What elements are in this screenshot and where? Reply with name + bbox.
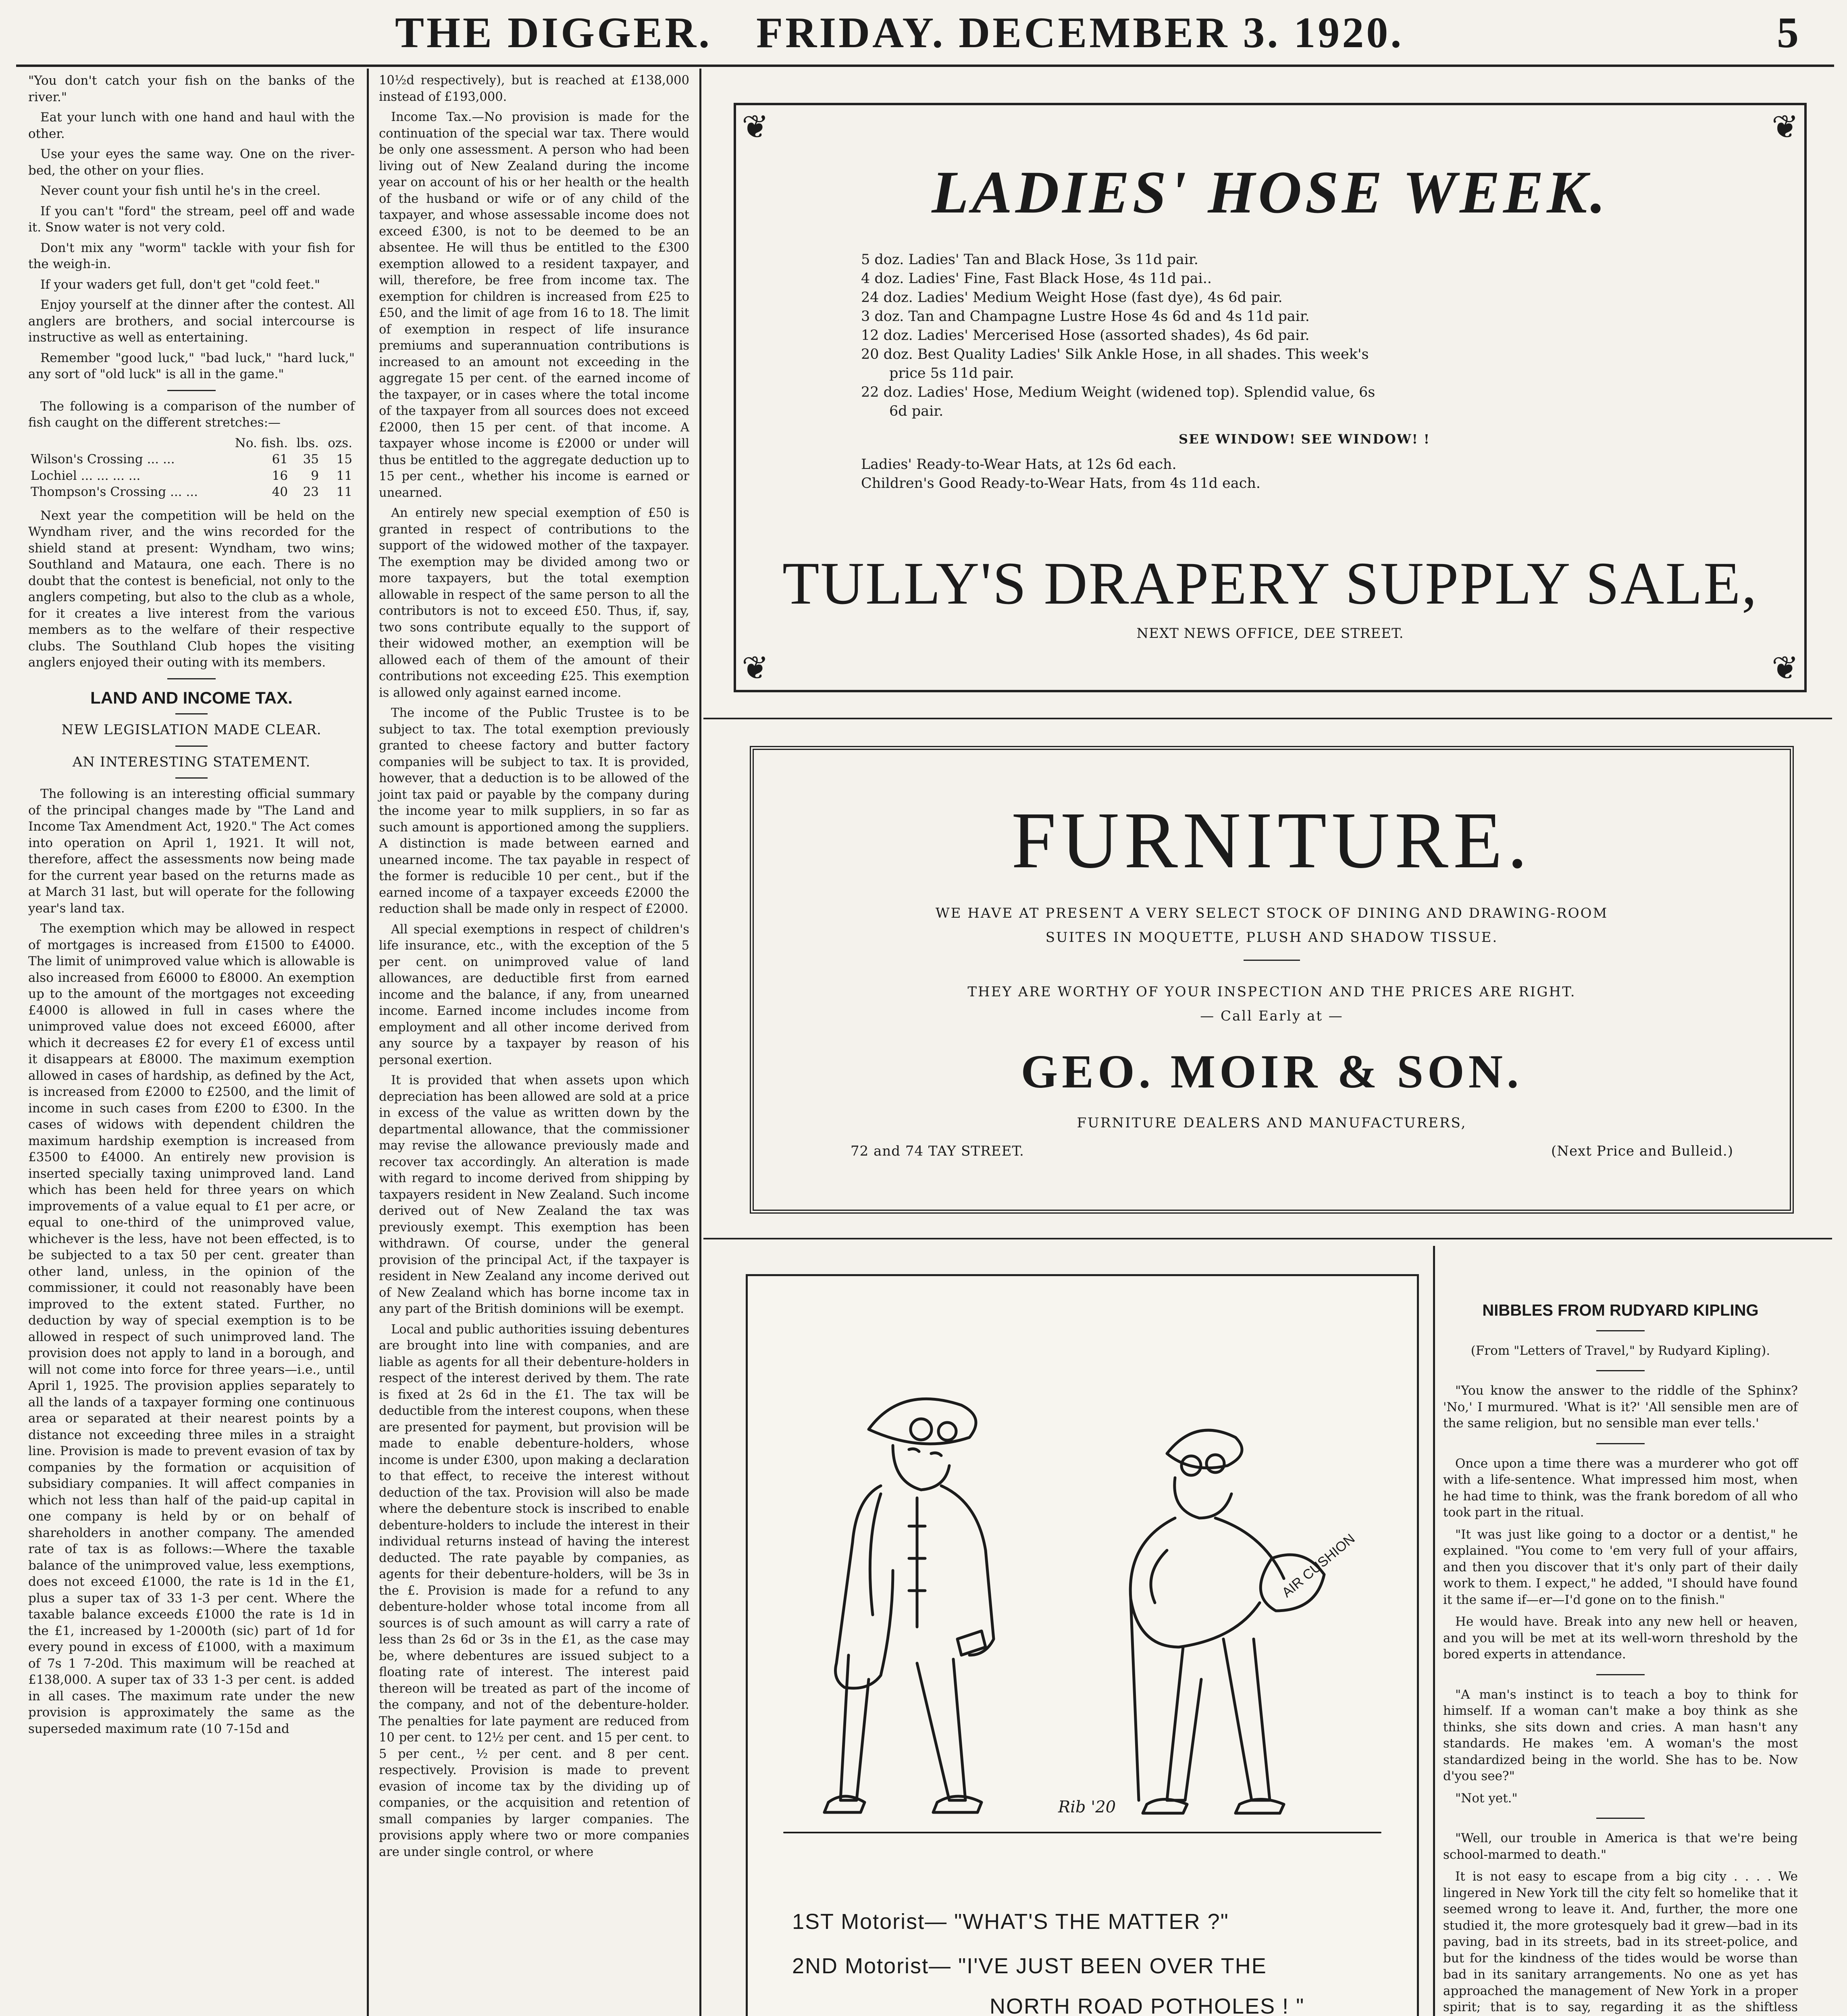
fishing-tips xyxy=(28,73,355,383)
column-1 xyxy=(28,73,355,1741)
next-year-paragraph: Next year the competition will be held on the Wyndham river, and the wins recorded for the shield stand at present: Wyndham, two wins; Southland and Mataura, one each. There is no doubt that the contest is beneficial, not only to the anglers competing, but also to the club as a whole, for it creates a live interest from the various members as to the welfare of their respective clubs. The Southland Club hopes the visiting anglers enjoyed their outing with its members. xyxy=(28,508,355,670)
fish-lbs: 9 xyxy=(311,468,319,483)
header-cell: No. fish. xyxy=(235,435,288,450)
column-5 xyxy=(1443,1302,1798,2016)
article-paragraph: Income Tax.—No provision is made for the continuation of the special war tax. There would be only one assessment. A person who had been living out of New Zealand during the income year on account of his or her health or the health of the husband or wife or of any child of the taxpayer, and whose assessable income does not exceed £300, is not to be deemed to be an absentee. He will thus be entitled to the £300 exemption allowed to a resident taxpayer, and will, therefore, be free from income tax. The exemption for children is increased from £25 to £50, and the limit of age from 16 to 18. The limit of exemption in respect of life insurance premiums and superannuation contributions is increased to an amount not exceeding in the aggregate 15 per cent. of the earned income of the taxpayer, or in cases where the total income of the taxpayer from all sources does not exceed £2000, then 15 per cent. of that income. A taxpayer whose income is £2000 or under will thus be entitled to the aggregate deduction up to 15 per cent., whether his income is earned or unearned. xyxy=(379,110,689,500)
advert-line: FURNITURE DEALERS AND MANUFACTURERS, xyxy=(1077,1115,1467,1131)
header-cell: ozs. xyxy=(328,435,352,450)
hose-week-advert xyxy=(734,103,1807,692)
ad-divider xyxy=(703,718,1832,719)
short-rule xyxy=(167,390,216,391)
hose-list xyxy=(861,250,1748,493)
fish-count: 40 xyxy=(272,485,288,499)
tip: If your waders get full, don't get "cold feet." xyxy=(40,277,320,292)
land-tax-subheading: NEW LEGISLATION MADE CLEAR. xyxy=(61,722,322,738)
short-rule xyxy=(167,678,216,679)
column-divider xyxy=(1433,1246,1435,2016)
advert-line: — Call Early at — xyxy=(1200,1008,1344,1024)
header-cell: lbs. xyxy=(296,435,319,450)
article-paragraph: "It was just like going to a doctor or a dentist," he explained. "You come to 'em very full of your affairs, and then you discover that it's only part of their daily work to them. I expect," he added, "I should have found it the same if—er—I'd gone on to the finish." xyxy=(1443,1527,1798,1607)
paper-name: THE DIGGER. xyxy=(395,9,712,57)
table-header xyxy=(28,435,355,452)
short-rule xyxy=(1596,1370,1645,1371)
fish-lbs: 23 xyxy=(303,485,319,499)
motorists-cartoon xyxy=(746,1274,1419,2016)
article-paragraph: The income of the Public Trustee is to be subject to tax. The total exemption previously granted to cheese factory and butter factory companies will be subject to tax. It is provided, however, that a deduction is to be allowed of the joint tax paid or payable by the company during the income year to milk suppliers, in so far as such amount is apportioned among the suppliers. A distinction is made between earned and unearned income. The tax payable in respect of the former is reducible 10 per cent., but if the earned income of a taxpayer exceeds £2000 the reduction shall be made only in respect of £2000. xyxy=(379,706,689,916)
ornament-icon: ❦ xyxy=(742,108,769,146)
masthead xyxy=(395,8,1404,58)
article-paragraph: He would have. Break into any new hell or heaven, and you will be met at its well-worn threshold by the bored experts in attendance. xyxy=(1443,1614,1798,1662)
list-item: 12 doz. Ladies' Mercerised Hose (assorted shades), 4s 6d pair. xyxy=(861,327,1310,344)
list-item: 22 doz. Ladies' Hose, Medium Weight (widened top). Splendid value, 6s xyxy=(861,384,1375,400)
short-rule xyxy=(175,777,208,779)
fish-count: 16 xyxy=(272,468,288,483)
advert-street: 72 and 74 TAY STREET. xyxy=(851,1143,1024,1159)
short-rule xyxy=(175,713,208,714)
ornament-icon: ❦ xyxy=(1771,108,1799,146)
issue-date: FRIDAY. DECEMBER 3. 1920. xyxy=(756,9,1404,57)
furniture-advert xyxy=(750,746,1794,1214)
tip: Enjoy yourself at the dinner after the contest. All anglers are brothers, and social intercourse is instructive as well as entertaining. xyxy=(28,298,355,345)
fish-table xyxy=(28,435,355,500)
table-row xyxy=(28,484,355,500)
fish-ozs: 11 xyxy=(336,485,352,499)
cartoon-signature: Rib '20 xyxy=(1058,1798,1116,1816)
article-paragraph: "Not yet." xyxy=(1455,1791,1518,1806)
short-rule xyxy=(1596,1443,1645,1444)
article-paragraph: "A man's instinct is to teach a boy to think for himself. If a woman can't make a boy think as she thinks, she sits down and cries. A man hasn't any standards. He makes 'em. A woman's the most standardized being in the world. She has to be. Now d'you see?" xyxy=(1443,1687,1798,1783)
cartoon-caption: 1ST Motorist— "WHAT'S THE MATTER ?" xyxy=(792,1910,1229,1934)
land-tax-subheading: AN INTERESTING STATEMENT. xyxy=(72,754,311,770)
stretch-name: Wilson's Crossing ... ... xyxy=(31,452,175,467)
fish-count: 61 xyxy=(272,452,288,467)
article-paragraph: All special exemptions in respect of children's life insurance, etc., with the exception of the 5 per cent. on unimproved value of land allowances, are deductible first from earned income and the balance, if any, from unearned income. Earned income includes income from employment and all other income derived from any source by a taxpayer by reason of his personal exertion. xyxy=(379,922,689,1067)
article-paragraph: An entirely new special exemption of £50 is granted in respect of contributions to the support of the widowed mother of the taxpayer. The exemption may be divided among two or more taxpayers, but the total exemption allowable in respect of the same person to all the contributors is not to exceed £50. Thus, if, say, two sons contribute equally to the support of their widowed mother, an exemption will be allowed each of them of the amount of their contributions not exceeding £25. This exemption is allowed only against earned income. xyxy=(379,506,689,700)
fish-ozs: 11 xyxy=(336,468,352,483)
masthead-rule xyxy=(16,65,1834,67)
list-item: 20 doz. Best Quality Ladies' Silk Ankle Hose, in all shades. This week's xyxy=(861,346,1369,362)
cartoon-illustration xyxy=(748,1276,1413,1881)
column-divider xyxy=(367,69,369,2016)
article-paragraph: "Well, our trouble in America is that we're being school-marmed to death." xyxy=(1443,1831,1798,1862)
list-item: 5 doz. Ladies' Tan and Black Hose, 3s 11d pair. xyxy=(861,252,1198,268)
land-tax-heading: LAND AND INCOME TAX. xyxy=(90,688,293,707)
fish-lbs: 35 xyxy=(303,452,319,467)
stretch-name: Thompson's Crossing ... ... xyxy=(31,485,198,499)
article-paragraph: Local and public authorities issuing debentures are brought into line with companies, and are liable as agents for all their debenture-holders in respect of the interest derived by them. The rate is fixed at 2s 6d in the £1. The tax will be deductible from the interest coupons, when these are presented for payment, but provision will be made to enable debenture-holders, whose income is under £300, upon making a declaration to that effect, to receive the interest without deduction of the tax. Provision will also be made where the debenture stock is inscribed to enable debenture-holders to include the interest in their individual returns instead of having the interest deducted. The rate payable by companies, as agents for their debenture-holders, will be 3s in the £. Provision is made for a refund to any debenture-holder whose total income from all sources is of such amount as will carry a rate of less than 2s 6d or 3s in the £1, as the case may be, where debentures are issued subject to a floating rate of interest. The interest paid thereon will be treated as part of the income of the company, and not of the debenture-holder. The penalties for late payment are reduced from 10 per cent. to 12½ per cent. and 15 per cent. to 5 per cent., ½ per cent. and 8 per cent. respectively. Provision is made to prevent evasion of income tax by the dividing up of companies, or the acquisition and retention of small companies by larger companies. The provisions apply where two or more companies are under single control, or where xyxy=(379,1322,689,1859)
firm-name: GEO. MOIR & SON. xyxy=(1021,1045,1523,1098)
tip: If you can't "ford" the stream, peel off and wade it. Snow water is not very cold. xyxy=(28,204,355,235)
list-item: price 5s 11d pair. xyxy=(889,365,1014,381)
article-paragraph: It is provided that when assets upon which depreciation has been allowed are sold at a price in excess of the value as written down by the departmental allowance, that the commissioner may revise the allowance previously made and recover tax accordingly. An alteration is made with regard to income derived from shipping by taxpayers resident in New Zealand. Such income derived out of New Zealand the tax was previously exempt. This exemption has been withdrawn. Of course, under the general provision of the principal Act, if the taxpayer is resident in New Zealand any income derived out of New Zealand which has borne income tax in any part of the British dominions will be exempt. xyxy=(379,1073,689,1316)
list-item: 4 doz. Ladies' Fine, Fast Black Hose, 4s 11d pai.. xyxy=(861,271,1212,287)
see-window: SEE WINDOW! SEE WINDOW! ! xyxy=(1179,431,1430,447)
ornament-icon: ❦ xyxy=(1771,649,1799,687)
tip: Don't mix any "worm" tackle with your fish for the weigh-in. xyxy=(28,240,355,271)
tully-address: NEXT NEWS OFFICE, DEE STREET. xyxy=(1136,625,1404,641)
advert-line: WE HAVE AT PRESENT A VERY SELECT STOCK OF DINING AND DRAWING-ROOM xyxy=(935,905,1608,921)
kipling-source: (From "Letters of Travel," by Rudyard Kipling). xyxy=(1471,1343,1770,1358)
article-paragraph: "You know the answer to the riddle of the Sphinx? 'No,' I murmured. 'What is it?' 'All sensible men are of the same religion, but no sensible man ever tells.' xyxy=(1443,1383,1798,1431)
short-rule xyxy=(1596,1674,1645,1675)
column-2 xyxy=(379,73,689,1864)
comparison-intro: The following is a comparison of the number of fish caught on the different stretches:— xyxy=(28,399,355,430)
article-paragraph: The following is an interesting official summary of the principal changes made by "The Land and Income Tax Amendment Act, 1920." The Act comes into operation on April 1, 1921. It will not, therefore, affect the assessments now being made for the current year based on the returns made as at March 31 last, but will operate for the following year's land tax. xyxy=(28,787,355,916)
tully-drapery-name: TULLY'S DRAPERY SUPPLY SALE, xyxy=(782,550,1758,617)
column-divider xyxy=(699,69,701,2016)
tip: Use your eyes the same way. One on the river-bed, the other on your flies. xyxy=(28,147,355,178)
cartoon-caption: 2ND Motorist— "I'VE JUST BEEN OVER THE xyxy=(792,1954,1267,1978)
advert-next: (Next Price and Bulleid.) xyxy=(1551,1143,1733,1159)
advert-line: SUITES IN MOQUETTE, PLUSH AND SHADOW TISSUE. xyxy=(1045,929,1498,946)
advert-title: FURNITURE. xyxy=(1011,796,1533,885)
list-item: 6d pair. xyxy=(889,403,944,419)
article-paragraph: Once upon a time there was a murderer who got off with a life-sentence. What impressed him most, when he had time to think, was the frank boredom of all who took part in the ritual. xyxy=(1443,1456,1798,1520)
short-rule xyxy=(1596,1818,1645,1819)
stretch-name: Lochiel ... ... ... ... xyxy=(31,468,141,483)
bag-label: AIR CUSHION xyxy=(1279,1531,1358,1601)
ad-divider xyxy=(703,1238,1832,1239)
article-paragraph: The exemption which may be allowed in respect of mortgages is increased from £1500 to £4000. The limit of unimproved value which is allowable is also increased from £6000 to £8000. An exemption up to the amount of the mortgages not exceeding £4000 is allowed in full in cases where the unimproved value does not exceed £6000, after which it decreases £2 for every £1 of excess until it disappears at £8000. The maximum exemption allowed in cases of hardship, as defined by the Act, is increased from £2000 to £2500, and the limit of income in such cases from £200 to £300. In the cases of widows with dependent children the maximum hardship exemption is increased from £3500 to £4000. An entirely new provision is inserted specially taxing unimproved land. Land which has been held for three years on which improvements of a value equal to £1 per acre, or equal to one-third of the unimproved value, whichever is the less, have not been effected, is to be subjected to a tax 50 per cent. greater than other land, unless, in the opinion of the commissioner, it could not reasonably have been improved to the extent stated. Further, no deduction by way of special exemption is to be allowed in respect of such unimproved land. The provision does not apply to land in a borough, and will not come into force for three years—i.e., until April 1, 1925. The provision applies separately to all the lands of a taxpayer forming one continuous area or separated at their nearest points by a distance not exceeding three miles in a straight line. Provision is made to prevent evasion of tax by companies by the formation or acquisition of subsidiary companies. It will affect companies in which not less than half of the paid-up capital in one company is held by or on behalf of shareholders in another company. The amended rate of tax is as follows:—Where the taxable balance of the unimproved value, less exemptions, does not exceed £1000, the rate is 1d in the £1, plus a super tax of 33 1-3 per cent. Where the taxable balance exceeds £1000 the rate is 1d in the £1, increased by 1-2000th (sic) part of 1d for every pound in excess of £1000, with a maximum of 7s 1 7-20d. This maximum will be reached at £138,000. A super tax of 33 1-3 per cent. is added in all cases. The maximum rate under the new provision is approximately the same as the superseded maximum rate (10 7-15d and xyxy=(28,921,355,1736)
table-row xyxy=(28,468,355,484)
short-rule xyxy=(175,746,208,747)
fish-ozs: 15 xyxy=(336,452,352,467)
page-number: 5 xyxy=(1777,9,1799,57)
list-item: 3 doz. Tan and Champagne Lustre Hose 4s 6d and 4s 11d pair. xyxy=(861,308,1310,325)
tip: "You don't catch your fish on the banks of the river." xyxy=(28,73,355,104)
article-paragraph: It is not easy to escape from a big city . . . . We lingered in New York till the city felt so homelike that it seemed wrong to leave it. And, further, the more one studied it, the more grotesquely bad it grew—bad in its paving, bad in its streets, bad in its street-police, and but for the kindness of the tides would be worse than bad in its sanitary arrangements. No one as yet has approached the management of New York in a proper spirit; that is to say, regarding it as the shiftless xyxy=(1443,1869,1798,2014)
tip: Remember "good luck," "bad luck," "hard luck," any sort of "old luck" is all in the game." xyxy=(28,350,355,381)
list-item: Children's Good Ready-to-Wear Hats, from 4s 11d each. xyxy=(861,475,1260,492)
ornament-icon: ❦ xyxy=(742,649,769,687)
short-rule xyxy=(1596,1330,1645,1331)
list-item: 24 doz. Ladies' Medium Weight Hose (fast dye), 4s 6d pair. xyxy=(861,289,1283,306)
kipling-heading: NIBBLES FROM RUDYARD KIPLING xyxy=(1482,1302,1759,1319)
short-rule xyxy=(1244,960,1300,961)
advert-title: LADIES' HOSE WEEK. xyxy=(932,159,1609,226)
article-paragraph: 10½d respectively), but is reached at £138,000 instead of £193,000. xyxy=(379,73,689,104)
advert-line: THEY ARE WORTHY OF YOUR INSPECTION AND THE PRICES ARE RIGHT. xyxy=(967,984,1576,1000)
tip: Never count your fish until he's in the creel. xyxy=(40,183,321,198)
list-item: Ladies' Ready-to-Wear Hats, at 12s 6d each. xyxy=(861,456,1177,473)
tip: Eat your lunch with one hand and haul with the other. xyxy=(28,110,355,141)
table-row xyxy=(28,451,355,468)
cartoon-caption: NORTH ROAD POTHOLES ! " xyxy=(990,1994,1305,2016)
